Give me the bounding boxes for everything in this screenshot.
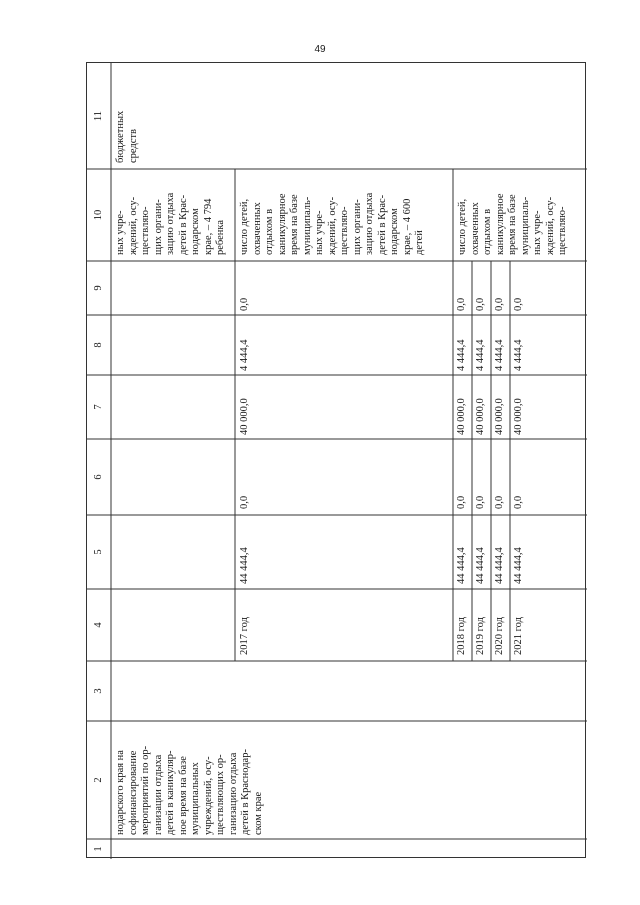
- indicator-line: охваченных: [469, 202, 481, 255]
- cell-c6: 0,0: [456, 495, 467, 509]
- description-line: муниципальных: [190, 762, 201, 835]
- indicator-line: щих органи-: [351, 199, 363, 255]
- cell-c5: 44 444,4: [456, 547, 467, 584]
- funding-source: [115, 67, 140, 163]
- indicator-line: детей: [414, 230, 425, 255]
- cell-c7: 40 000,0: [513, 398, 524, 435]
- header-col-10: 10: [93, 209, 104, 221]
- year-2017: 2017 год: [239, 617, 250, 655]
- indicator-line: нодарском: [389, 208, 400, 255]
- result-indicator-top: [115, 171, 228, 255]
- cell-c8: 4 444,4: [475, 339, 486, 371]
- indicator-line: ных учре-: [532, 210, 543, 255]
- indicator-line: зацию отдыха: [165, 192, 176, 255]
- indicator-line: детей в Крас-: [177, 194, 189, 255]
- cell-c8: 4 444,4: [456, 339, 467, 371]
- indicator-line: ждений, осу-: [326, 196, 338, 255]
- description-line: мероприятий по ор-: [140, 745, 151, 835]
- cell-c5: 44 444,4: [513, 547, 524, 584]
- cell-c8: 4 444,4: [513, 339, 524, 371]
- indicator-line: охваченных: [251, 202, 263, 255]
- cell-year: 2020 год: [494, 617, 505, 655]
- indicator-line: муниципаль-: [519, 196, 531, 255]
- header-col-3: 3: [93, 688, 104, 694]
- cell-c6: 0,0: [475, 495, 486, 509]
- measure-description: [115, 723, 265, 835]
- header-col-1: 1: [93, 846, 104, 852]
- federal-2017: 0,0: [239, 495, 250, 509]
- header-col-7: 7: [93, 404, 104, 410]
- cell-c7: 40 000,0: [475, 398, 486, 435]
- header-col-2: 2: [93, 777, 104, 783]
- cell-c9: 0,0: [494, 297, 505, 311]
- total-2017: 44 444,4: [239, 547, 250, 584]
- indicator-line: крае, – 4 600: [401, 198, 413, 255]
- cell-c5: 44 444,4: [475, 547, 486, 584]
- funding-line: средств: [127, 129, 139, 163]
- indicator-line: ществляю-: [557, 206, 568, 255]
- description-line: ганизации отдыха: [152, 754, 164, 835]
- cell-c9: 0,0: [513, 297, 524, 311]
- indicator-line: детей в Крас-: [376, 194, 388, 255]
- indicator-line: щих органи-: [152, 199, 164, 255]
- description-line: ществляющих ор-: [215, 754, 226, 835]
- indicator-line: ществляю-: [339, 206, 350, 255]
- indicator-line: ществляю-: [140, 206, 151, 255]
- header-col-5: 5: [93, 549, 104, 555]
- cell-c5: 44 444,4: [494, 547, 505, 584]
- header-col-4: 4: [93, 622, 104, 628]
- header-col-9: 9: [93, 285, 104, 291]
- indicator-line: ждений, осу-: [127, 196, 139, 255]
- description-line: детей в Краснодар-: [240, 749, 251, 835]
- cell-c9: 0,0: [456, 297, 467, 311]
- cell-c7: 40 000,0: [494, 398, 505, 435]
- cell-year: 2021 год: [513, 617, 524, 655]
- indicator-line: время на базе: [289, 194, 300, 255]
- cell-c7: 40 000,0: [456, 398, 467, 435]
- indicator-line: время на базе: [507, 194, 518, 255]
- description-line: ском крае: [252, 791, 264, 835]
- cell-year: 2018 год: [456, 617, 467, 655]
- cell-year: 2019 год: [475, 617, 486, 655]
- indicator-line: число детей,: [457, 198, 468, 255]
- description-line: учреждений, осу-: [202, 756, 214, 835]
- description-line: ганизацию отдыха: [227, 752, 239, 835]
- indicator-line: нодарском: [190, 208, 201, 255]
- cell-c6: 0,0: [513, 495, 524, 509]
- funding-line: бюджетных: [115, 110, 126, 163]
- page-number: 49: [314, 44, 326, 55]
- description-line: детей в каникуляр-: [165, 750, 176, 835]
- local-2017: 4 444,4: [239, 339, 250, 371]
- indicator-line: каникулярное: [276, 193, 288, 255]
- header-col-6: 6: [93, 474, 104, 480]
- regional-2017: 40 000,0: [239, 398, 250, 435]
- cell-c8: 4 444,4: [494, 339, 505, 371]
- result-indicator-2017: [239, 171, 427, 255]
- indicator-line: зацию отдыха: [364, 192, 375, 255]
- description-line: нодарского края на: [115, 750, 126, 835]
- other-2017: 0,0: [239, 297, 250, 311]
- description-line: ное время на базе: [177, 756, 189, 835]
- indicator-line: каникулярное: [494, 193, 506, 255]
- cell-c6: 0,0: [494, 495, 505, 509]
- indicator-line: крае, – 4 794: [202, 198, 214, 255]
- indicator-line: ных учре-: [115, 210, 126, 255]
- indicator-line: число детей,: [239, 198, 250, 255]
- description-line: софинансирование: [127, 750, 139, 835]
- indicator-line: ных учре-: [314, 210, 325, 255]
- rotated-table: [86, 62, 586, 858]
- indicator-line: ждений, осу-: [544, 196, 556, 255]
- cell-c9: 0,0: [475, 297, 486, 311]
- indicator-line: ребенка: [215, 220, 226, 255]
- result-indicator-2018: [457, 171, 570, 255]
- header-col-11: 11: [93, 110, 104, 122]
- table-stage: [87, 63, 587, 859]
- indicator-line: муниципаль-: [301, 196, 313, 255]
- indicator-line: отдыхом в: [482, 208, 493, 255]
- header-col-8: 8: [93, 342, 104, 348]
- indicator-line: отдыхом в: [264, 208, 275, 255]
